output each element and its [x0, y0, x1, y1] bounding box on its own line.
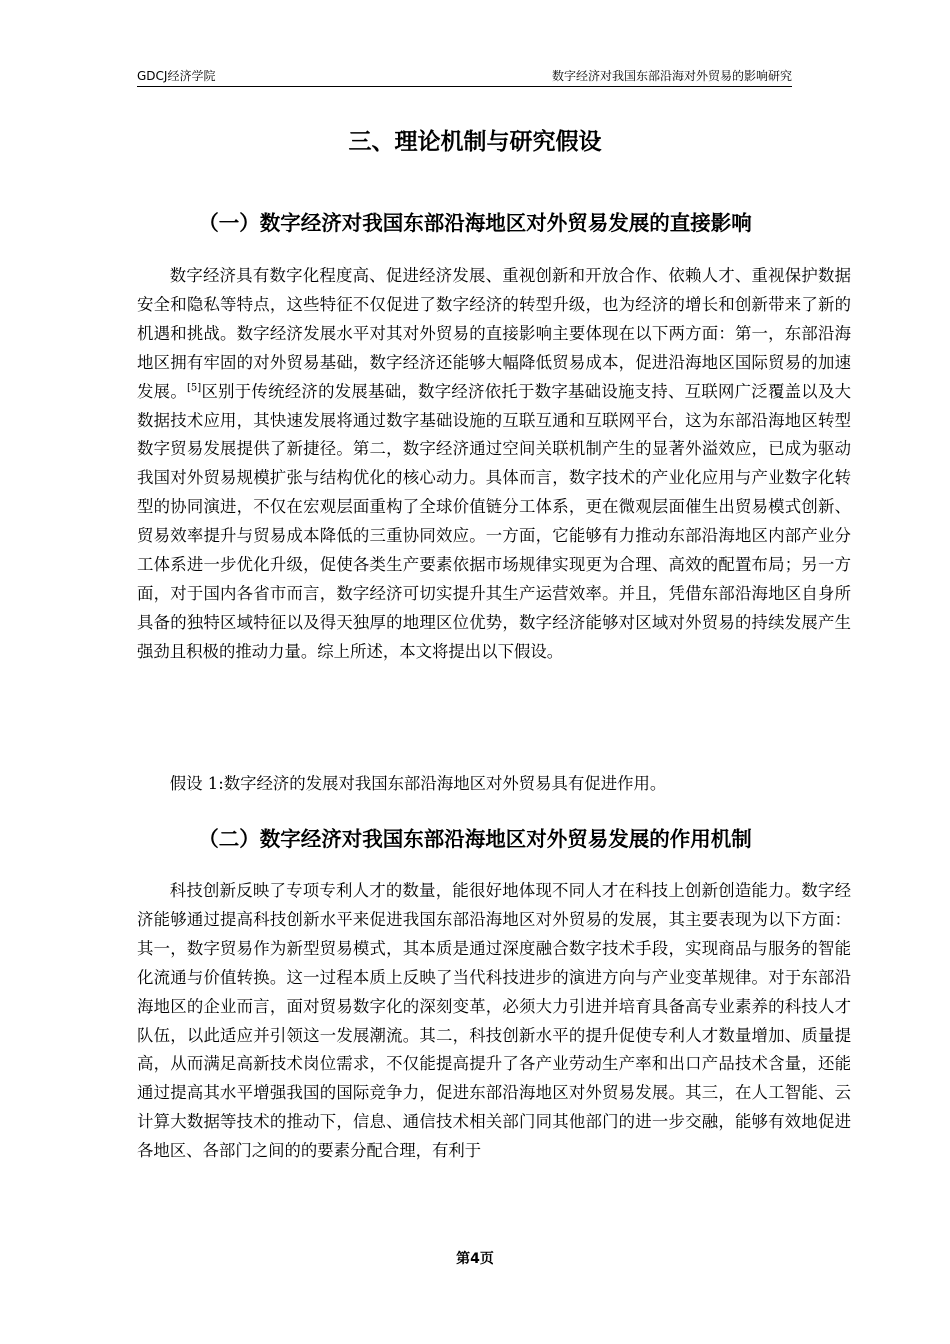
chapter-title: 三、理论机制与研究假设: [348, 129, 602, 155]
page-number: 第4页: [456, 1251, 494, 1267]
hypothesis-1: 假设 1:数字经济的发展对我国东部沿海地区对外贸易具有促进作用。: [169, 774, 667, 793]
paragraph-mechanism: 科技创新反映了专项专利人才的数量，能很好地体现不同人才在科技上创新创造能力。数字经济能够通过提高科技创新水平来促进我国东部沿海地区对外贸易的发展，其主要表现为以下方面：其一，数字贸易作为新型贸易模式，其本质是通过深度融合数字技术手段，实现商品与服务的智能化流通与价值转换。这一过程本质上反映了当代科技进步的演进方向与产业变革规律。对于东部沿海地区的企业而言，面对贸易数字化的深刻变革，必须大力引进并培育具备高专业素养的科技人才队伍，以此适应并引领这一发展潮流。其二，科技创新水平的提升促使专利人才数量增加、质量提高，从而满足高新技术岗位需求，不仅能提高提升了各产业劳动生产率和出口产品技术含量，还能通过提高其水平增强我国的国际竞争力，促进东部沿海地区对外贸易发展。其三，在人工智能、云计算大数据等技术的推动下，信息、通信技术相关部门同其他部门的进一步交融，能够有效地促进各地区、各部门之间的的要素分配合理，有利于: [137, 881, 851, 1161]
section-title-direct-effect: （一）数字经济对我国东部沿海地区对外贸易发展的直接影响: [198, 211, 752, 235]
header-institution: GDCJ经济学院: [137, 69, 216, 83]
header-paper-title: 数字经济对我国东部沿海对外贸易的影响研究: [551, 69, 792, 83]
paragraph-direct-effect: [137, 262, 851, 667]
running-header: [137, 66, 792, 87]
citation-ref[interactable]: [5]: [187, 382, 202, 394]
paragraph-text: 数字经济具有数字化程度高、促进经济发展、重视创新和开放合作、依赖人才、重视保护数据安全和隐私等特点，这些特征不仅促进了数字经济的转型升级，也为经济的增长和创新带来了新的机遇和挑战。数字经济发展水平对其对外贸易的直接影响主要体现在以下两方面：第一，东部沿海地区拥有牢固的对外贸易基础，数字经济还能够大幅降低贸易成本，促进沿海地区国际贸易的加速发展。: [137, 266, 851, 401]
section-title-mechanism: （二）数字经济对我国东部沿海地区对外贸易发展的作用机制: [198, 827, 752, 851]
paragraph-text: 区别于传统经济的发展基础，数字经济依托于数字基础设施支持、互联网广泛覆盖以及大数据技术应用，其快速发展将通过数字基础设施的互联互通和互联网平台，这为东部沿海地区转型数字贸易发展提供了新捷径。第二，数字经济通过空间关联机制产生的显著外溢效应，已成为驱动我国对外贸易规模扩张与结构优化的核心动力。具体而言，数字技术的产业化应用与产业数字化转型的协同演进，不仅在宏观层面重构了全球价值链分工体系，更在微观层面催生出贸易模式创新、贸易效率提升与贸易成本降低的三重协同效应。一方面，它能够有力推动东部沿海地区内部产业分工体系进一步优化升级，促使各类生产要素依据市场规律实现更为合理、高效的配置布局；另一方面，对于国内各省市而言，数字经济可切实提升其生产运营效率。并且，凭借东部沿海地区自身所具备的独特区域特征以及得天独厚的地理区位优势，数字经济能够对区域对外贸易的持续发展产生强劲且积极的推动力量。综上所述，本文将提出以下假设。: [137, 381, 852, 661]
